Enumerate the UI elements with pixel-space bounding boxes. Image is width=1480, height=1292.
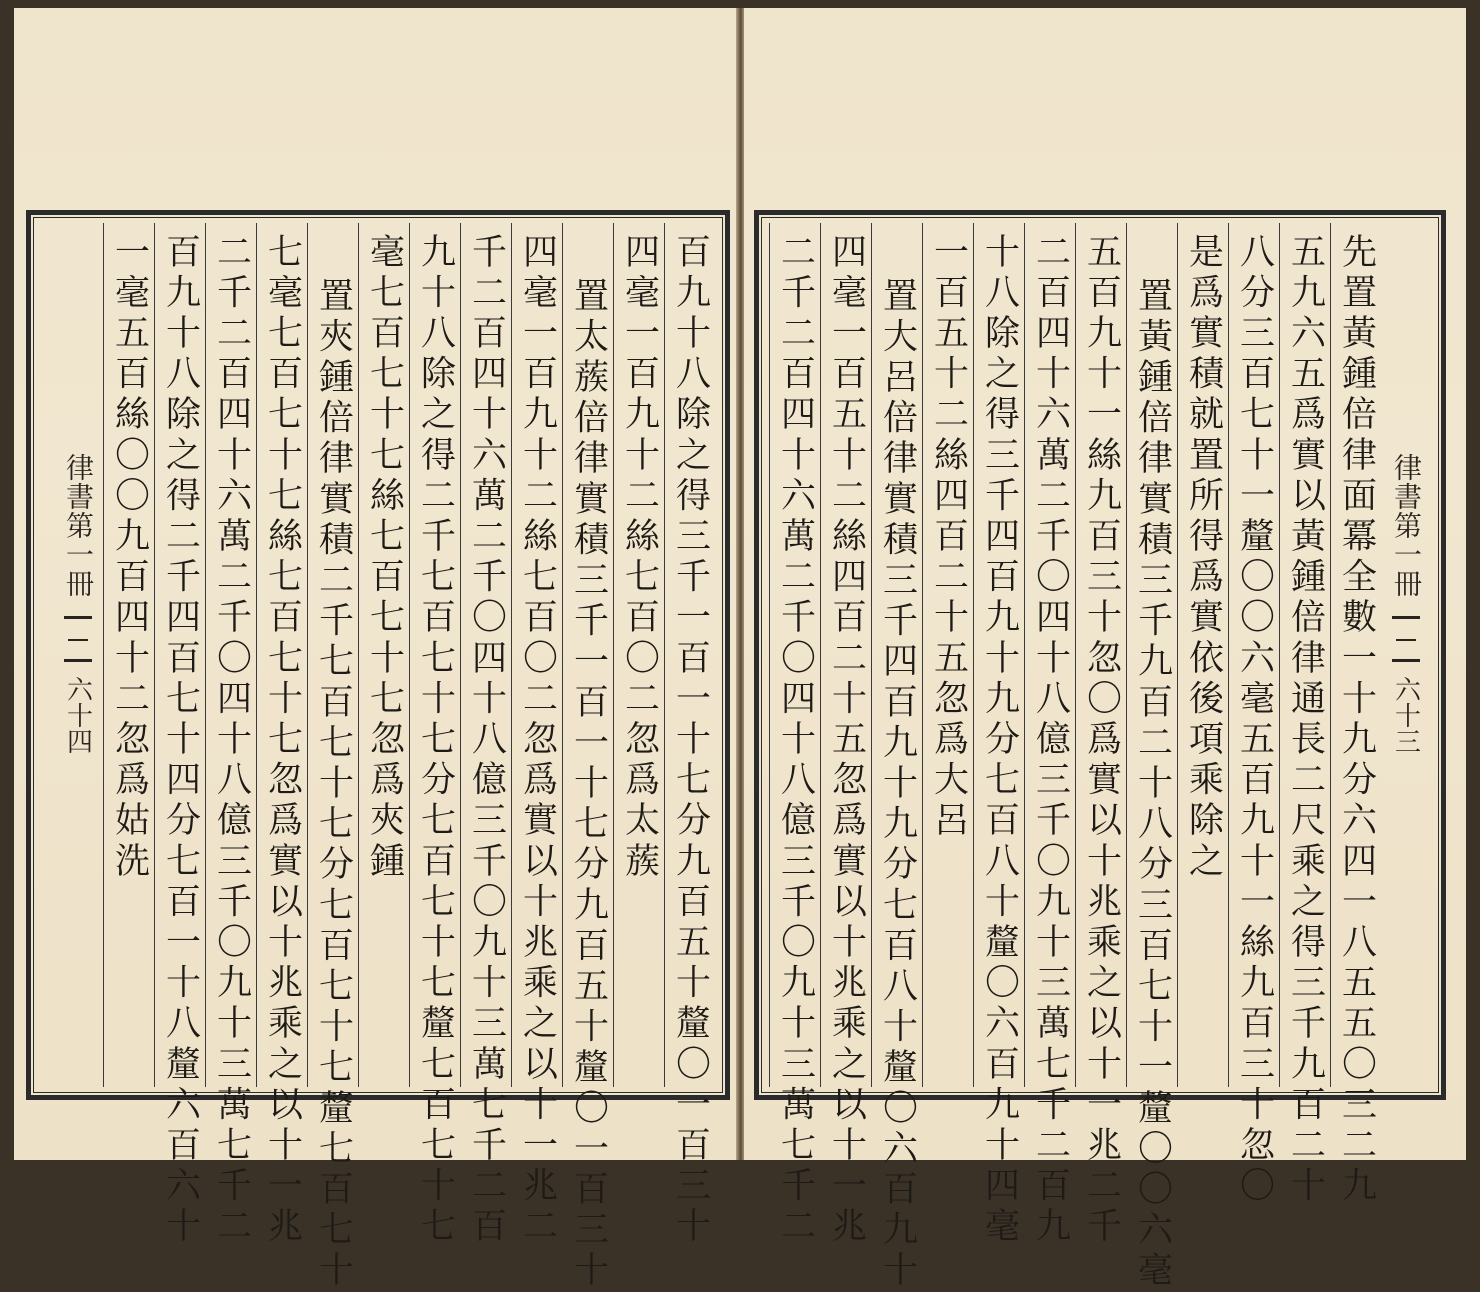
column-text: 九十八除之得二千七百七十七分七百七十七釐七百七十七 (415, 233, 456, 1248)
text-column (613, 223, 664, 1087)
left-text-frame (26, 210, 730, 1292)
column-text: 百九十八除之得三千一百一十七分九百五十釐〇一百三十 (670, 233, 711, 1248)
text-column (205, 223, 256, 1248)
column-text: 置太蔟倍律實積三千一百一十七分九百五十釐〇一百三十 (568, 277, 609, 1292)
text-column (1177, 223, 1228, 1087)
column-text: 一百五十二絲四百二十五忽爲大呂 (928, 233, 969, 842)
left-columns (41, 223, 715, 1292)
column-text: 一毫五百絲〇〇九百四十二忽爲姑洗 (109, 233, 150, 883)
right-columns (769, 223, 1431, 1292)
text-column (769, 223, 820, 1248)
text-column (871, 223, 922, 1292)
column-text: 先置黃鍾倍律面冪全數一十九分六四一八五五〇三二九 (1336, 233, 1377, 1208)
text-column (1279, 223, 1330, 1208)
text-column (820, 223, 871, 1248)
column-text: 五百九十一絲九百三十忽〇爲實以十兆乘之以十一兆二千 (1081, 233, 1122, 1248)
text-column (154, 223, 205, 1248)
column-text: 八分三百七十一釐〇〇六毫五百九十一絲九百三十忽〇 (1234, 233, 1275, 1208)
running-title: 律書第一冊 (62, 453, 95, 598)
text-column (1228, 223, 1279, 1208)
column-text: 二千二百四十六萬二千〇四十八億三千〇九十三萬七千二 (775, 233, 816, 1248)
column-text: 置夾鍾倍律實積二千七百七十七分七百七十七釐七百七十 (313, 277, 354, 1292)
text-column (1024, 223, 1075, 1248)
column-text: 毫七百七十七絲七百七十七忽爲夾鍾 (364, 233, 405, 883)
column-text: 七毫七百七十七絲七百七十七忽爲實以十兆乘之以十一兆 (262, 233, 303, 1248)
column-text: 二千二百四十六萬二千〇四十八億三千〇九十三萬七千二 (211, 233, 252, 1248)
column-text: 四毫一百五十二絲四百二十五忽爲實以十兆乘之以十一兆 (826, 233, 867, 1248)
text-column (103, 223, 154, 1087)
text-column (973, 223, 1024, 1248)
running-title: 律書第一冊 (1390, 453, 1423, 598)
column-text: 五九六五爲實以黃鍾倍律通長二尺乘之得三千九百二十 (1285, 233, 1326, 1208)
column-text: 百九十八除之得二千四百七十四分七百一十八釐六百六十 (160, 233, 201, 1248)
text-column (511, 223, 562, 1248)
column-text: 千二百四十六萬二千〇四十八億三千〇九十三萬七千二百 (466, 233, 507, 1248)
text-column (256, 223, 307, 1248)
text-column (460, 223, 511, 1248)
column-text: 置黃鍾倍律實積三千九百二十八分三百七十一釐〇〇六毫 (1132, 277, 1173, 1292)
left-page (14, 8, 738, 1292)
column-text: 十八除之得三千四百九十九分七百八十釐〇六百九十四毫 (979, 233, 1020, 1248)
column-text: 四毫一百九十二絲七百〇二忽爲實以十兆乘之以十一兆二 (517, 233, 558, 1248)
column-text: 四毫一百九十二絲七百〇二忽爲太蔟 (619, 233, 660, 883)
column-text: 二百四十六萬二千〇四十八億三千〇九十三萬七千二百九 (1030, 233, 1071, 1248)
text-column (1075, 223, 1126, 1248)
text-column (562, 223, 613, 1292)
right-page (744, 8, 1466, 1292)
column-text: 是爲實積就置所得爲實依後項乘除之 (1183, 233, 1224, 883)
fold-margin (1381, 223, 1431, 1087)
leaf-number: 六十四 (62, 676, 93, 754)
fish-tail-mark-icon (1392, 616, 1420, 662)
text-column (358, 223, 409, 1087)
text-column (409, 223, 460, 1248)
text-column (1330, 223, 1381, 1208)
column-text: 置大呂倍律實積三千四百九十九分七百八十釐〇六百九十 (877, 277, 918, 1292)
text-column (922, 223, 973, 1087)
text-column (307, 223, 358, 1292)
text-column (1126, 223, 1177, 1292)
fold-margin (53, 223, 103, 1087)
right-text-frame (754, 210, 1446, 1292)
fish-tail-mark-icon (64, 616, 92, 662)
text-column (664, 223, 715, 1248)
leaf-number: 六十三 (1390, 676, 1421, 754)
